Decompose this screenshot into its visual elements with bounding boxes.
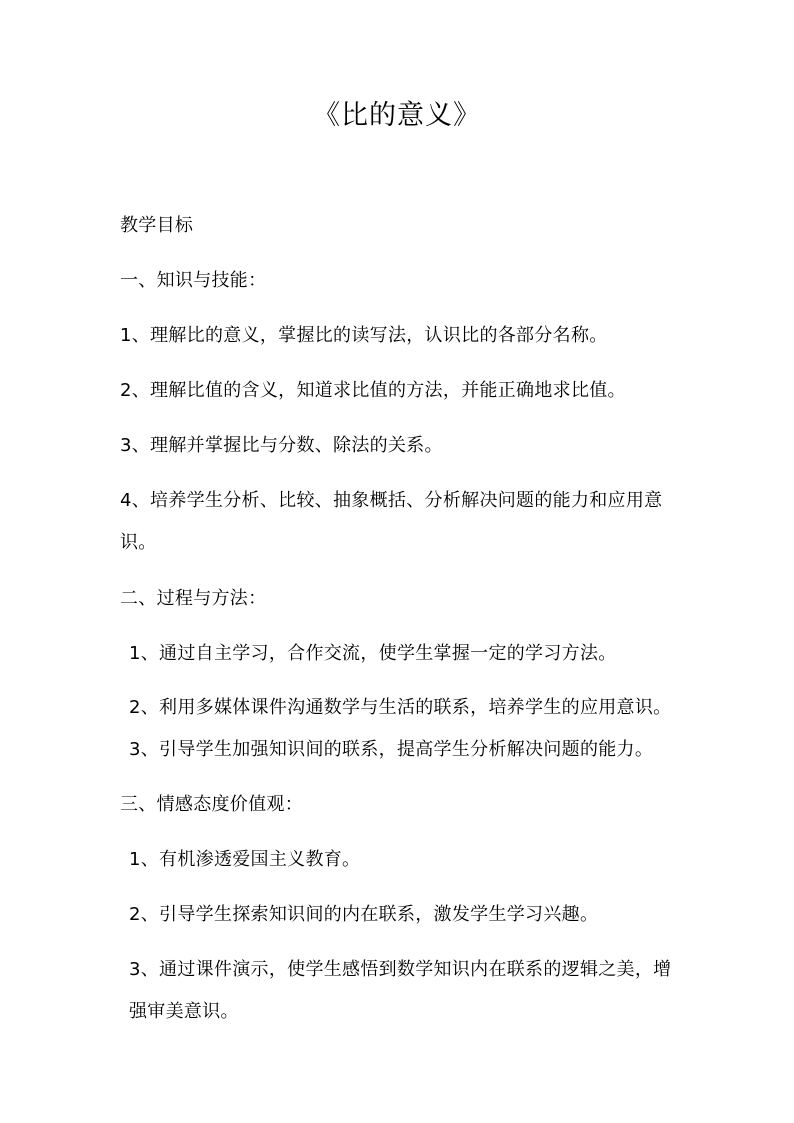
knowledge-item-3: 3、理解并掌握比与分数、除法的关系。 xyxy=(120,435,443,456)
knowledge-item-4-continued: 识。 xyxy=(120,532,157,553)
process-item-2: 2、利用多媒体课件沟通数学与生活的联系，培养学生的应用意识。 xyxy=(129,697,672,718)
knowledge-item-2: 2、理解比值的含义，知道求比值的方法，并能正确地求比值。 xyxy=(120,380,626,401)
emotion-values-heading: 三、情感态度价值观： xyxy=(120,794,303,815)
knowledge-item-1: 1、理解比的意义，掌握比的读写法，认识比的各部分名称。 xyxy=(120,325,608,346)
emotion-item-1: 1、有机渗透爱国主义教育。 xyxy=(129,849,361,870)
section-heading: 教学目标 xyxy=(120,215,194,236)
process-methods-heading: 二、过程与方法： xyxy=(120,588,267,609)
document-title: 《比的意义》 xyxy=(313,100,481,131)
process-item-1: 1、通过自主学习，合作交流，使学生掌握一定的学习方法。 xyxy=(129,643,617,664)
knowledge-skills-heading: 一、知识与技能： xyxy=(120,270,267,291)
knowledge-item-4: 4、培养学生分析、比较、抽象概括、分析解决问题的能力和应用意 xyxy=(120,490,663,511)
emotion-item-3-continued: 强审美意识。 xyxy=(129,1001,239,1022)
emotion-item-3: 3、通过课件演示，使学生感悟到数学知识内在联系的逻辑之美，增 xyxy=(129,959,672,980)
process-item-3: 3、引导学生加强知识间的联系，提高学生分析解决问题的能力。 xyxy=(129,739,654,760)
emotion-item-2: 2、引导学生探索知识间的内在联系，激发学生学习兴趣。 xyxy=(129,904,599,925)
